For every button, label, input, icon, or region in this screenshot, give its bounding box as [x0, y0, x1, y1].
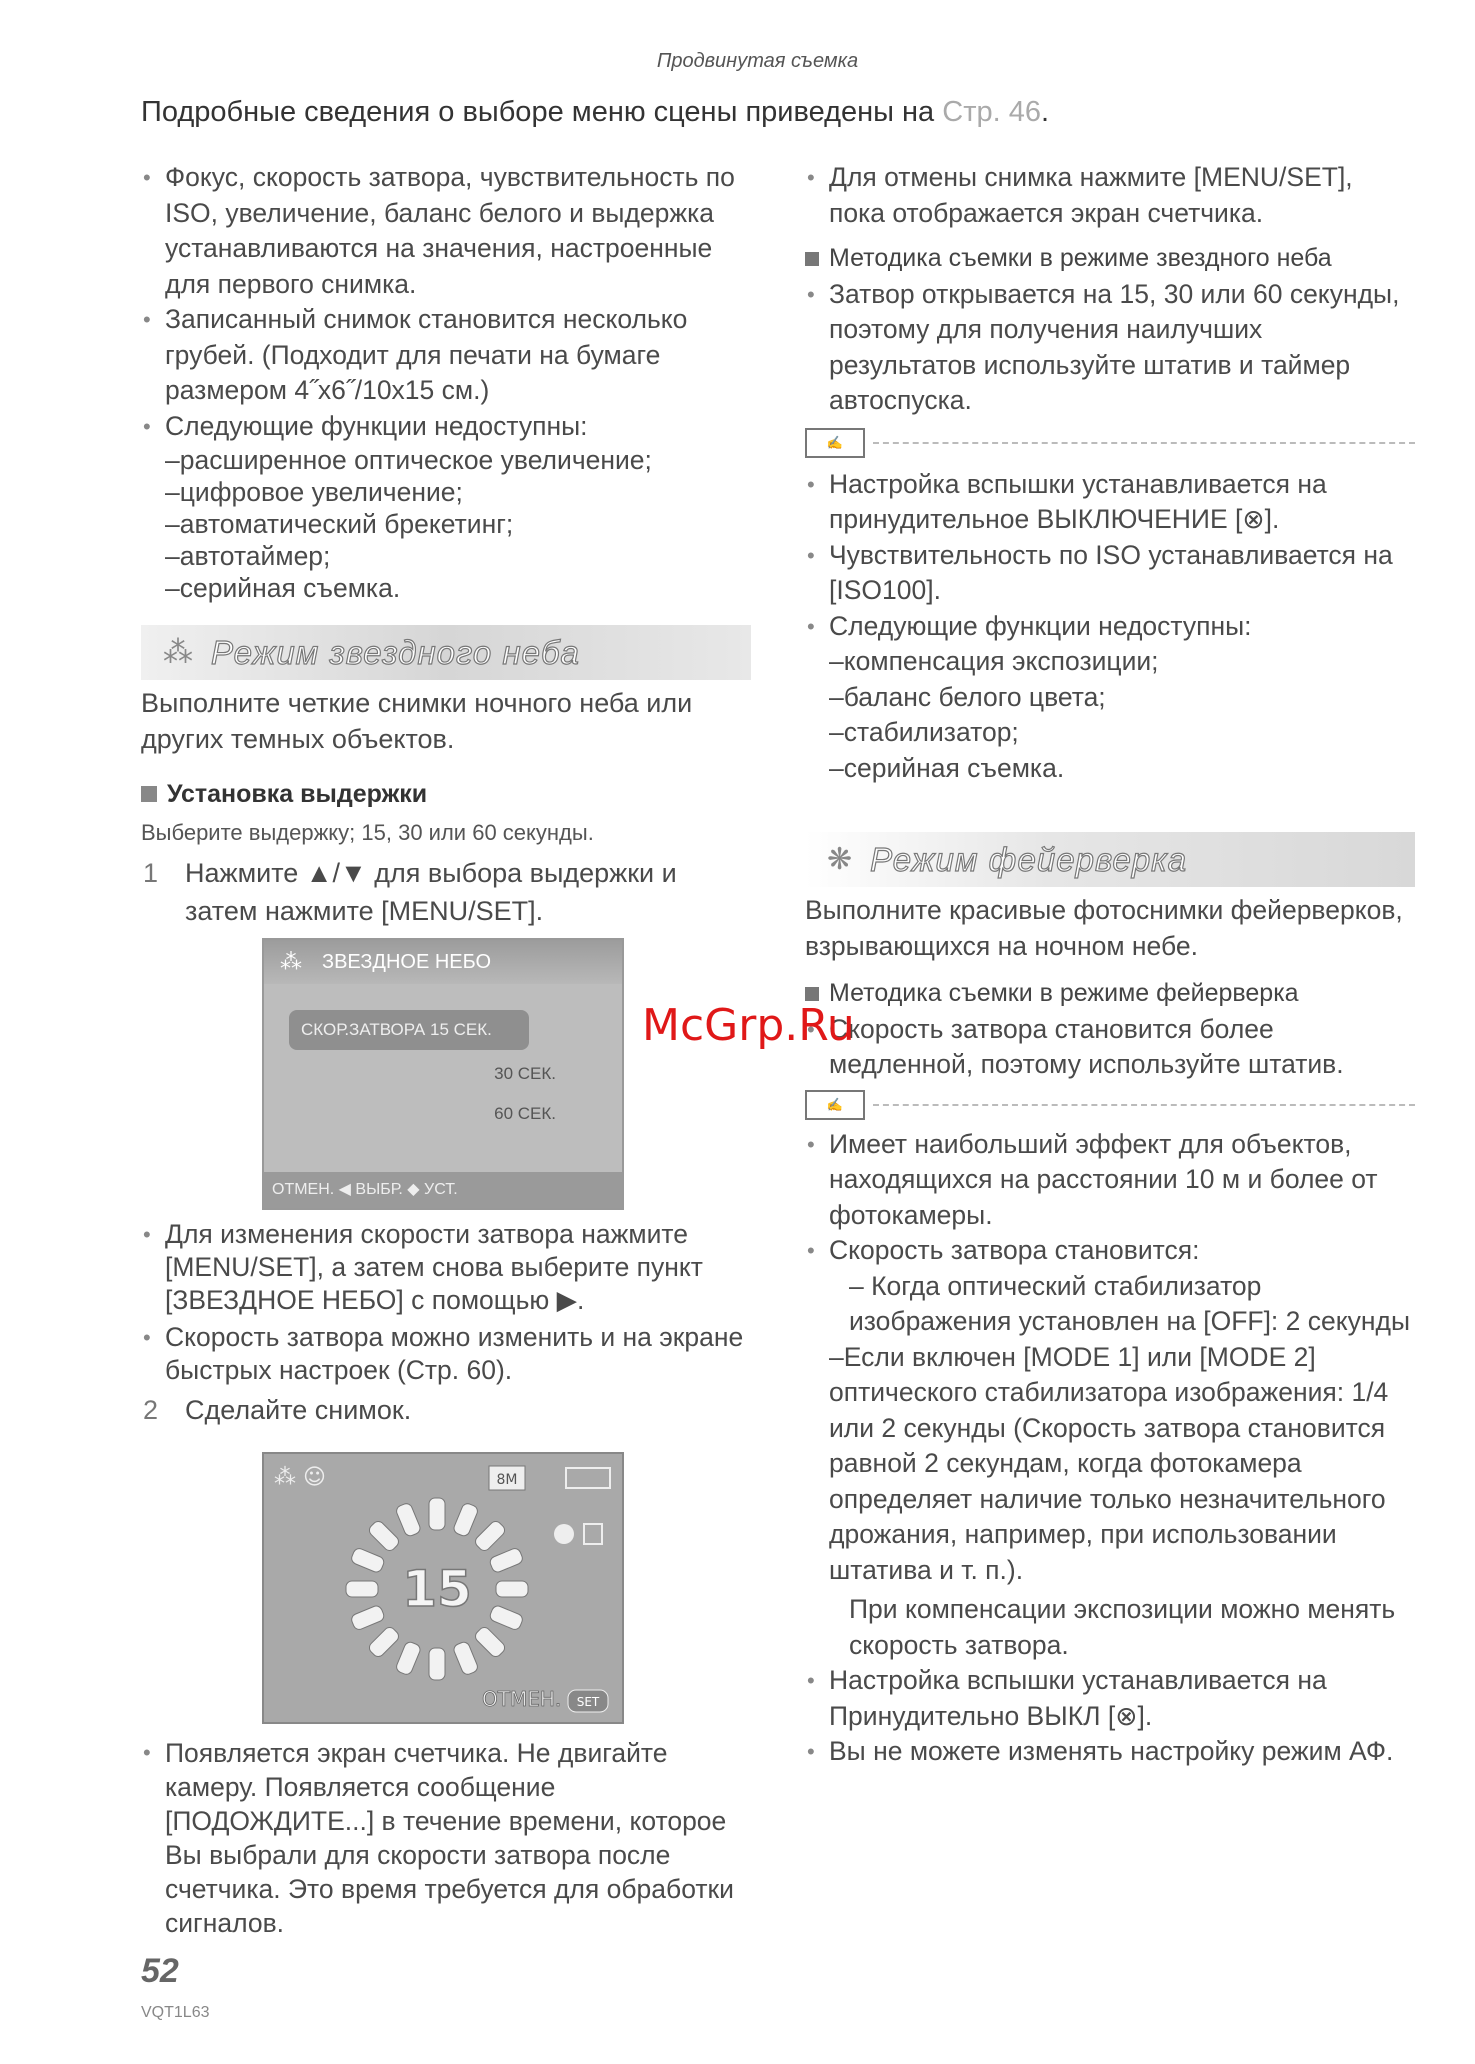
list-item: • Следующие функции недоступны: [805, 609, 1415, 645]
list-item: • Фокус, скорость затвора, чувствительность по ISO, увеличение, баланс белого и выдержка устанавливаются на значения, настроенные для первого снимка. [141, 160, 756, 302]
menu-screen-title: ⁂ ЗВЕЗДНОЕ НЕБО [264, 940, 622, 984]
list-item: –серийная съемка. [829, 752, 1065, 783]
cancel-label: ОТМЕН. [482, 1687, 562, 1711]
left-column [141, 160, 756, 604]
note-marker [805, 425, 1415, 461]
countdown-number: 15 [402, 1560, 472, 1618]
list-item: –баланс белого цвета; [829, 681, 1106, 712]
intro-line: Подробные сведения о выборе меню сцены приведены на Стр. 46. [141, 96, 1050, 128]
list-item: –компенсация экспозиции; [829, 646, 1159, 676]
list-item: • Следующие функции недоступны: [141, 409, 756, 445]
counter-screen-graphic [264, 1454, 622, 1722]
list-item: • Затвор открывается на 15, 30 или 60 секунды, поэтому для получения наилучших результатов используйте штатив и таймер автоспуска. [805, 277, 1415, 419]
sub-description: Выберите выдержку; 15, 30 или 60 секунды. [141, 819, 594, 845]
page-number: 52 [141, 1952, 179, 1990]
fireworks-icon: ❋ [827, 843, 853, 876]
list-item: • Настройка вспышки устанавливается на Принудительно ВЫКЛ [⊗]. [805, 1663, 1415, 1734]
list-item: –серийная съемка. [165, 573, 401, 603]
resolution-badge: 8M [496, 1472, 518, 1488]
starry-sky-icon: ⁂ [280, 949, 302, 974]
list-item: –расширенное оптическое увеличение; [165, 445, 652, 475]
subheading-shutter: Установка выдержки [141, 777, 756, 813]
list-item: • Для изменения скорости затвора нажмите [MENU/SET], а затем снова выберите пункт [ЗВЕЗДНОЕ НЕБО] с помощью ▶. [141, 1218, 756, 1317]
ring-segment [496, 1581, 528, 1597]
starry-sky-icon: ⁂ [163, 636, 193, 669]
list-item: –стабилизатор; [829, 717, 1019, 747]
menu-option[interactable]: 30 СЕК. [494, 1064, 556, 1083]
right-column [805, 160, 1415, 786]
list-item: –Если включен [MODE 1] или [MODE 2] оптического стабилизатора изображения: 1/4 или 2 секунды (Скорость затвора становится равной 2 секундам, когда фотокамера определяет наличие только незначительного дрожания, например, при использовании штатива и т. п.). [829, 1341, 1389, 1585]
page-ref-link[interactable]: Стр. 46 [942, 96, 1041, 128]
subheading-starry-method: Методика съемки в режиме звездного неба [805, 241, 1415, 277]
menu-screen [262, 938, 624, 1210]
ring-segment [346, 1581, 378, 1597]
ring-segment [429, 1648, 445, 1680]
menu-option-selected[interactable]: СКОР.ЗАТВОРА 15 СЕК. [289, 1010, 529, 1050]
section-title-starry: ⁂ Режим звездного неба [141, 625, 751, 680]
note-marker [805, 1087, 1415, 1123]
right-column-2: Выполните красивые фотоснимки фейерверков, взрывающихся на ночном небе. Методика съемки в режиме фейерверка • Скорость затвора становится более медленной, поэтому используйте штатив. ✍ • Имеет наибольший эффект для объектов, находящихся на расстоянии 10 м и более от фотокамеры. • Скорость затвора становится: – Когда оптический стабилизатор изображения установлен на [OFF]: 2 секунды –Если включен [MODE 1] или [MODE 2] оптического стабилизатора изображения: 1/4 или 2 секунды (Скорость затвора становится равной 2 секундам, когда фотокамера определяет наличие только незначительного дрожания, например, при использовании штатива и т. п.). При компенсации экспозиции можно менять скорость затвора. • Настройка вспышки устанавливается на Принудительно ВЫКЛ [⊗]. • Вы не можете изменять настройку режим АФ. [805, 893, 1415, 1770]
extra-note: При компенсации экспозиции можно менять скорость затвора. [849, 1594, 1396, 1660]
list-item: – Когда оптический стабилизатор изображения установлен на [OFF]: 2 секунды [849, 1270, 1411, 1336]
list-item: • Записанный снимок становится несколько грубей. (Подходит для печати на бумаге размером 4˝x6˝/10x15 см.) [141, 302, 756, 409]
list-item: • Вы не можете изменять настройку режим АФ. [805, 1734, 1415, 1770]
page-header: Продвинутая съемка [656, 50, 859, 72]
menu-screen-footer: ОТМЕН. ◀ ВЫБР. ◆ УСТ. [264, 1172, 622, 1208]
list-item: • Имеет наибольший эффект для объектов, находящихся на расстоянии 10 м и более от фотокамеры. [805, 1127, 1415, 1234]
ring-segment [429, 1498, 445, 1530]
left-column-3 [141, 1736, 756, 1940]
list-item: –автотаймер; [165, 541, 331, 571]
list-item: • Появляется экран счетчика. Не двигайте камеру. Появляется сообщение [ПОДОЖДИТЕ...] в течение времени, которое Вы выбрали для скорости затвора после счетчика. Это время требуется для обработки сигналов. [141, 1736, 756, 1940]
list-item: • Скорость затвора становится: [805, 1233, 1415, 1269]
counter-screen [262, 1452, 624, 1724]
list-item: • Скорость затвора можно изменить и на экране быстрых настроек (Стр. 60). [141, 1321, 756, 1387]
model-code: VQT1L63 [141, 2004, 210, 2021]
step-1: 1 Нажмите ▲/▼ для выбора выдержки и затем нажмите [MENU/SET]. [143, 858, 677, 926]
step-2: 2 Сделайте снимок. [143, 1395, 412, 1425]
note-icon: ✍ [805, 428, 865, 458]
starry-description: Выполните четкие снимки ночного неба или других темных объектов. Установка выдержки Выберите выдержку; 15, 30 или 60 секунды. 1 Нажмите ▲/▼ для выбора выдержки и затем нажмите [MENU/SET]. [141, 686, 756, 930]
scene-icon: ⁂ ☺ [274, 1465, 326, 1490]
menu-option[interactable]: 60 СЕК. [494, 1104, 556, 1123]
note-icon: ✍ [805, 1090, 865, 1120]
list-item: –автоматический брекетинг; [165, 509, 514, 539]
section-title-fireworks: ❋ Режим фейерверка [805, 832, 1415, 887]
subheading-fireworks-method: Методика съемки в режиме фейерверка [805, 976, 1415, 1012]
set-button[interactable]: SET [576, 1695, 600, 1709]
list-item: –цифровое увеличение; [165, 477, 463, 507]
left-column-2 [141, 1218, 756, 1429]
list-item: • Скорость затвора становится более медленной, поэтому используйте штатив. [805, 1012, 1415, 1083]
list-item: • Чувствительность по ISO устанавливается на [ISO100]. [805, 538, 1415, 609]
watermark: McGrp.Ru [642, 1000, 855, 1051]
list-item: • Для отмены снимка нажмите [MENU/SET], пока отображается экран счетчика. [805, 160, 1415, 231]
list-item: • Настройка вспышки устанавливается на принудительное ВЫКЛЮЧЕНИЕ [⊗]. [805, 467, 1415, 538]
